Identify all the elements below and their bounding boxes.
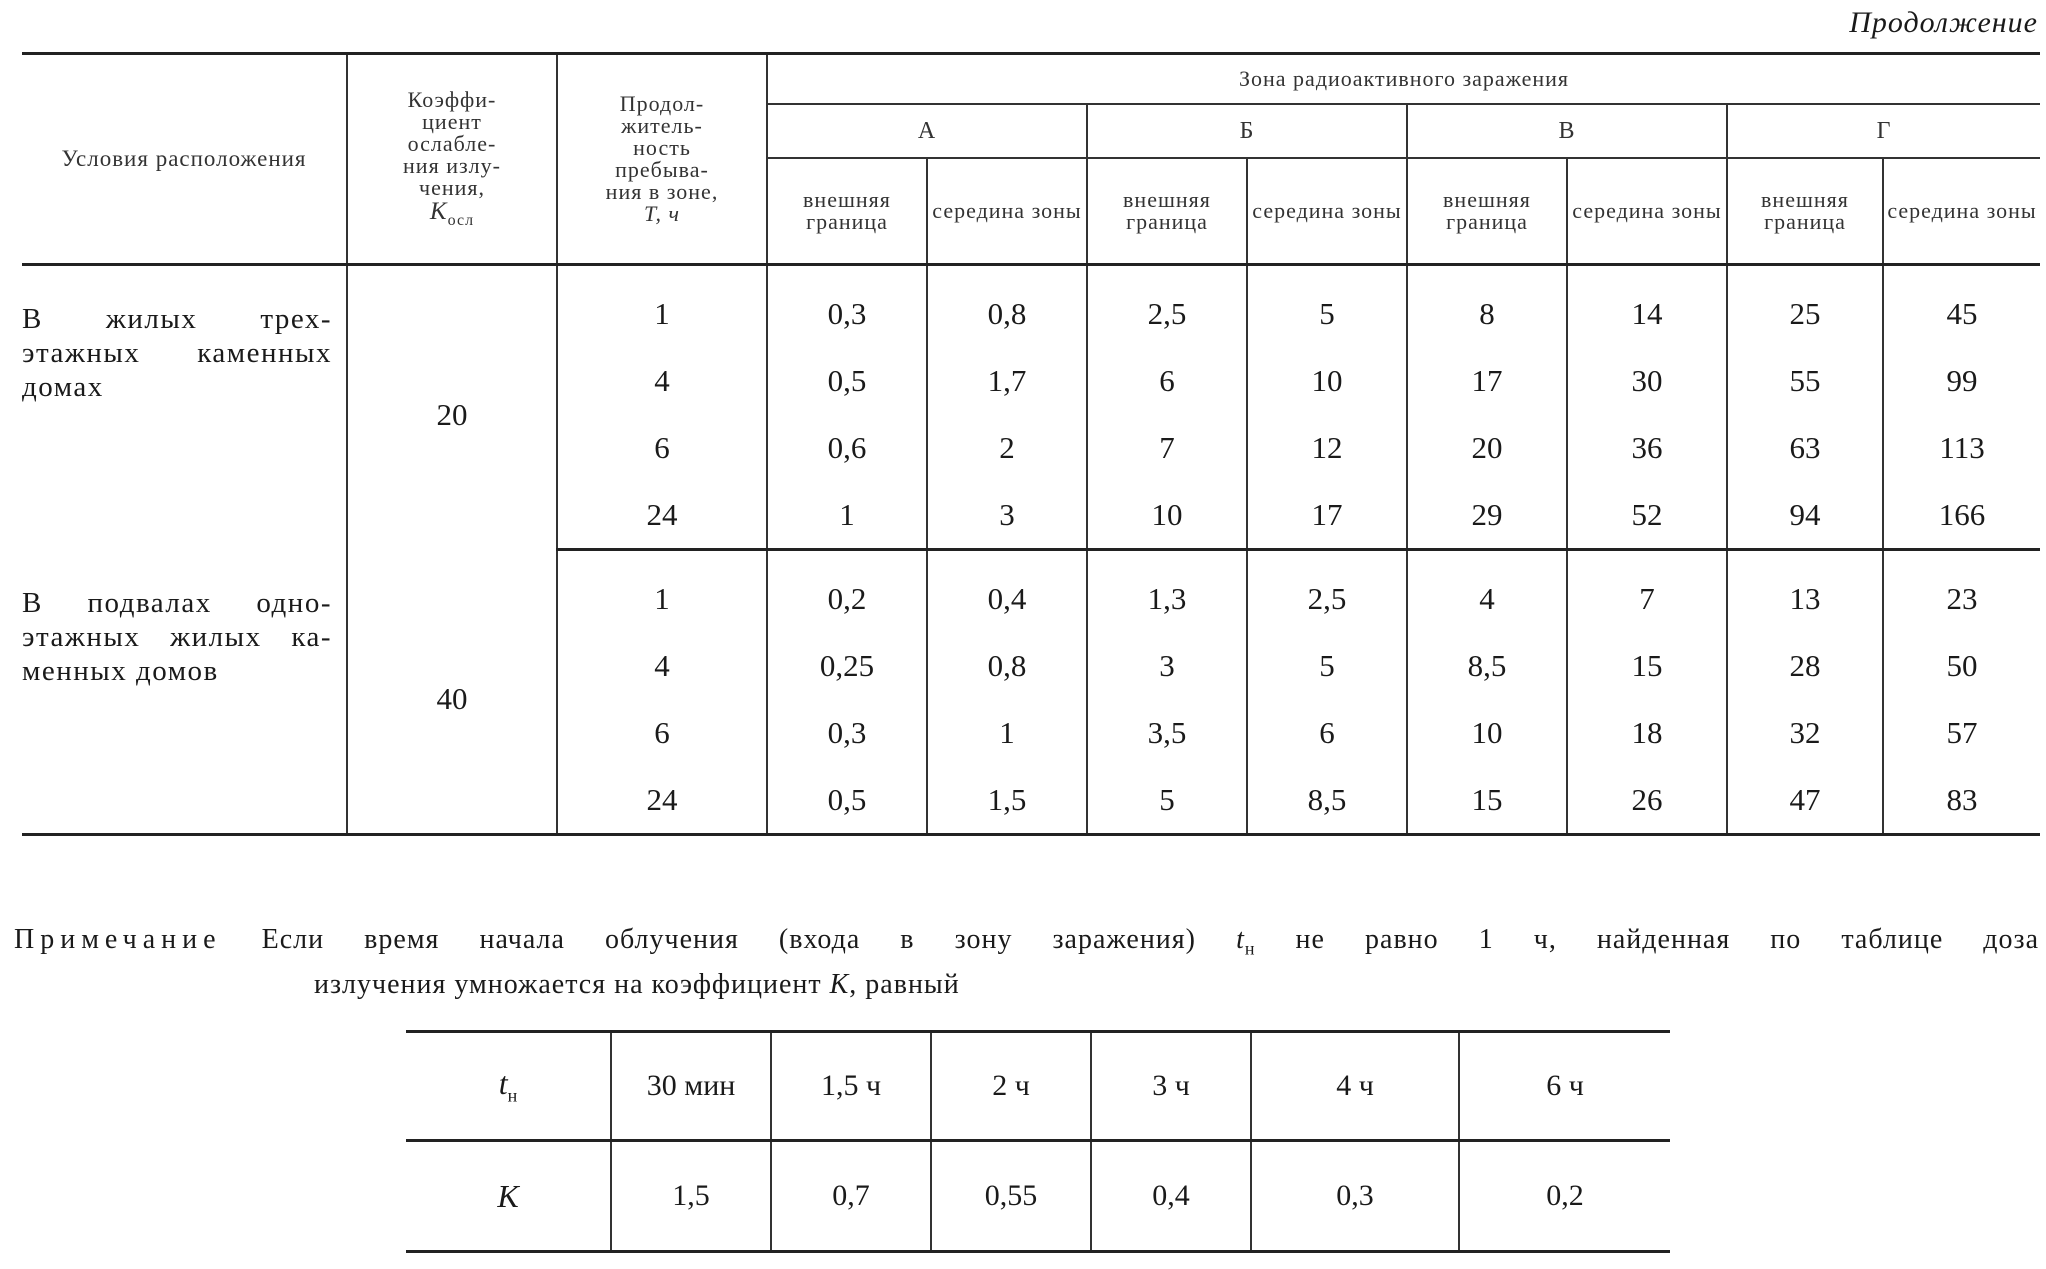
- t-cell: 1: [557, 265, 767, 348]
- value-cell: 8,5: [1407, 632, 1567, 699]
- header-duration-line: ность: [633, 135, 691, 160]
- note-symbol: t: [1236, 924, 1245, 955]
- header-duration: [557, 54, 767, 265]
- value-cell: 17: [1407, 347, 1567, 414]
- value-cell: 8: [1407, 265, 1567, 348]
- value-cell: 14: [1567, 265, 1727, 348]
- t-cell: 1: [557, 550, 767, 633]
- header-middle: середина зоны: [1567, 158, 1727, 265]
- dose-table: [22, 52, 2040, 836]
- k-table-time: 3 ч: [1091, 1032, 1251, 1141]
- header-coefficient: [347, 54, 557, 265]
- value-cell: 10: [1087, 481, 1247, 550]
- condition-line: менных домов: [22, 654, 219, 687]
- value-cell: 15: [1407, 766, 1567, 835]
- note-label: Примечание: [14, 924, 222, 955]
- condition-line: В подвалах одно-: [22, 586, 332, 619]
- t-cell: 24: [557, 481, 767, 550]
- value-cell: 3: [927, 481, 1087, 550]
- t-cell: 6: [557, 699, 767, 766]
- note-text: , равный: [849, 968, 960, 1000]
- header-duration-line: житель-: [621, 113, 703, 138]
- value-cell: 5: [1087, 766, 1247, 835]
- value-cell: 4: [1407, 550, 1567, 633]
- value-cell: 17: [1247, 481, 1407, 550]
- t-cell: 4: [557, 347, 767, 414]
- condition-cell: [22, 550, 347, 835]
- value-cell: 2,5: [1247, 550, 1407, 633]
- k-table-time: 1,5 ч: [771, 1032, 931, 1141]
- header-zone-b: Б: [1087, 104, 1407, 158]
- header-outer: внешняя граница: [1087, 158, 1247, 265]
- k-table-row: [406, 1141, 1670, 1252]
- value-cell: 36: [1567, 414, 1727, 481]
- note-k-symbol: K: [829, 968, 850, 1000]
- k-table-time: 4 ч: [1251, 1032, 1459, 1141]
- note-text: не равно 1 ч, найденная по таблице доза: [1295, 924, 2040, 955]
- value-cell: 0,25: [767, 632, 927, 699]
- value-cell: 63: [1727, 414, 1883, 481]
- header-outer: внешняя граница: [767, 158, 927, 265]
- value-cell: 15: [1567, 632, 1727, 699]
- header-middle: середина зоны: [1883, 158, 2040, 265]
- header-coefficient-line: чения,: [419, 175, 485, 200]
- value-cell: 20: [1407, 414, 1567, 481]
- value-cell: 1,7: [927, 347, 1087, 414]
- k-table-time: 6 ч: [1459, 1032, 1670, 1141]
- k-cell: 20: [347, 265, 557, 550]
- value-cell: 55: [1727, 347, 1883, 414]
- header-coefficient-line: ния излу-: [403, 153, 501, 178]
- value-cell: 32: [1727, 699, 1883, 766]
- header-duration-symbol: T, ч: [643, 201, 681, 226]
- header-coefficient-line: ослабле-: [407, 131, 497, 156]
- value-cell: 30: [1567, 347, 1727, 414]
- tn-symbol: t: [498, 1065, 508, 1102]
- k-table-value: 0,7: [771, 1141, 931, 1252]
- condition-line: домах: [22, 371, 104, 403]
- note-text: Если время начала облучения (входа в зону заражения): [261, 924, 1196, 955]
- value-cell: 45: [1883, 265, 2040, 348]
- coefficient-symbol: K: [429, 198, 448, 225]
- value-cell: 5: [1247, 265, 1407, 348]
- value-cell: 8,5: [1247, 766, 1407, 835]
- header-zone-v: В: [1407, 104, 1727, 158]
- value-cell: 10: [1247, 347, 1407, 414]
- value-cell: 25: [1727, 265, 1883, 348]
- value-cell: 1,3: [1087, 550, 1247, 633]
- header-duration-line: пребыва-: [615, 157, 709, 182]
- value-cell: 99: [1883, 347, 2040, 414]
- value-cell: 28: [1727, 632, 1883, 699]
- header-duration-line: ния в зоне,: [605, 179, 719, 204]
- value-cell: 13: [1727, 550, 1883, 633]
- footnote: [14, 922, 2039, 1003]
- k-table-time: 2 ч: [931, 1032, 1091, 1141]
- value-cell: 0,3: [767, 699, 927, 766]
- header-coefficient-line: циент: [422, 109, 482, 134]
- value-cell: 113: [1883, 414, 2040, 481]
- condition-line: В жилых трех-: [22, 303, 332, 335]
- value-cell: 1,5: [927, 766, 1087, 835]
- k-table-label: K: [406, 1141, 611, 1252]
- header-zone-g: Г: [1727, 104, 2040, 158]
- value-cell: 0,8: [927, 265, 1087, 348]
- value-cell: 52: [1567, 481, 1727, 550]
- value-cell: 10: [1407, 699, 1567, 766]
- header-outer: внешняя граница: [1407, 158, 1567, 265]
- value-cell: 7: [1567, 550, 1727, 633]
- value-cell: 3: [1087, 632, 1247, 699]
- condition-line: этажных жилых ка-: [22, 620, 332, 653]
- note-symbol-subscript: н: [1244, 938, 1256, 959]
- header-zone-a: А: [767, 104, 1087, 158]
- header-outer: внешняя граница: [1727, 158, 1883, 265]
- k-table-value: 0,3: [1251, 1141, 1459, 1252]
- condition-cell: [22, 265, 347, 550]
- table-row: [22, 265, 2040, 348]
- value-cell: 1: [927, 699, 1087, 766]
- k-table-label: [406, 1032, 611, 1141]
- value-cell: 1: [767, 481, 927, 550]
- value-cell: 2,5: [1087, 265, 1247, 348]
- continuation-label: Продолжение: [1849, 6, 2038, 39]
- value-cell: 57: [1883, 699, 2040, 766]
- coefficient-subscript: осл: [447, 212, 475, 229]
- k-table-value: 0,2: [1459, 1141, 1670, 1252]
- value-cell: 6: [1087, 347, 1247, 414]
- header-middle: середина зоны: [927, 158, 1087, 265]
- tn-subscript: н: [507, 1085, 518, 1106]
- table-row: [22, 550, 2040, 633]
- k-table-time: 30 мин: [611, 1032, 771, 1141]
- t-cell: 24: [557, 766, 767, 835]
- header-coefficient-line: Коэффи-: [407, 87, 497, 112]
- header-conditions: Условия расположения: [22, 54, 347, 265]
- header-duration-line: Продол-: [619, 91, 705, 116]
- k-table-value: 1,5: [611, 1141, 771, 1252]
- k-cell: 40: [347, 550, 557, 835]
- t-cell: 4: [557, 632, 767, 699]
- value-cell: 83: [1883, 766, 2040, 835]
- value-cell: 0,2: [767, 550, 927, 633]
- value-cell: 0,5: [767, 347, 927, 414]
- value-cell: 0,8: [927, 632, 1087, 699]
- k-table-value: 0,4: [1091, 1141, 1251, 1252]
- value-cell: 29: [1407, 481, 1567, 550]
- value-cell: 0,4: [927, 550, 1087, 633]
- value-cell: 26: [1567, 766, 1727, 835]
- value-cell: 12: [1247, 414, 1407, 481]
- k-table-value: 0,55: [931, 1141, 1091, 1252]
- value-cell: 0,3: [767, 265, 927, 348]
- value-cell: 166: [1883, 481, 2040, 550]
- condition-line: этажных каменных: [22, 337, 332, 369]
- header-middle: середина зоны: [1247, 158, 1407, 265]
- value-cell: 23: [1883, 550, 2040, 633]
- value-cell: 0,6: [767, 414, 927, 481]
- value-cell: 7: [1087, 414, 1247, 481]
- value-cell: 6: [1247, 699, 1407, 766]
- header-zone-title: Зона радиоактивного заражения: [767, 54, 2040, 105]
- k-table-row: [406, 1032, 1670, 1141]
- value-cell: 94: [1727, 481, 1883, 550]
- value-cell: 2: [927, 414, 1087, 481]
- value-cell: 50: [1883, 632, 2040, 699]
- note-text: излучения умножается на коэффициент: [314, 968, 822, 1000]
- value-cell: 3,5: [1087, 699, 1247, 766]
- k-coefficient-table: [406, 1030, 1670, 1253]
- t-cell: 6: [557, 414, 767, 481]
- value-cell: 18: [1567, 699, 1727, 766]
- value-cell: 0,5: [767, 766, 927, 835]
- value-cell: 5: [1247, 632, 1407, 699]
- value-cell: 47: [1727, 766, 1883, 835]
